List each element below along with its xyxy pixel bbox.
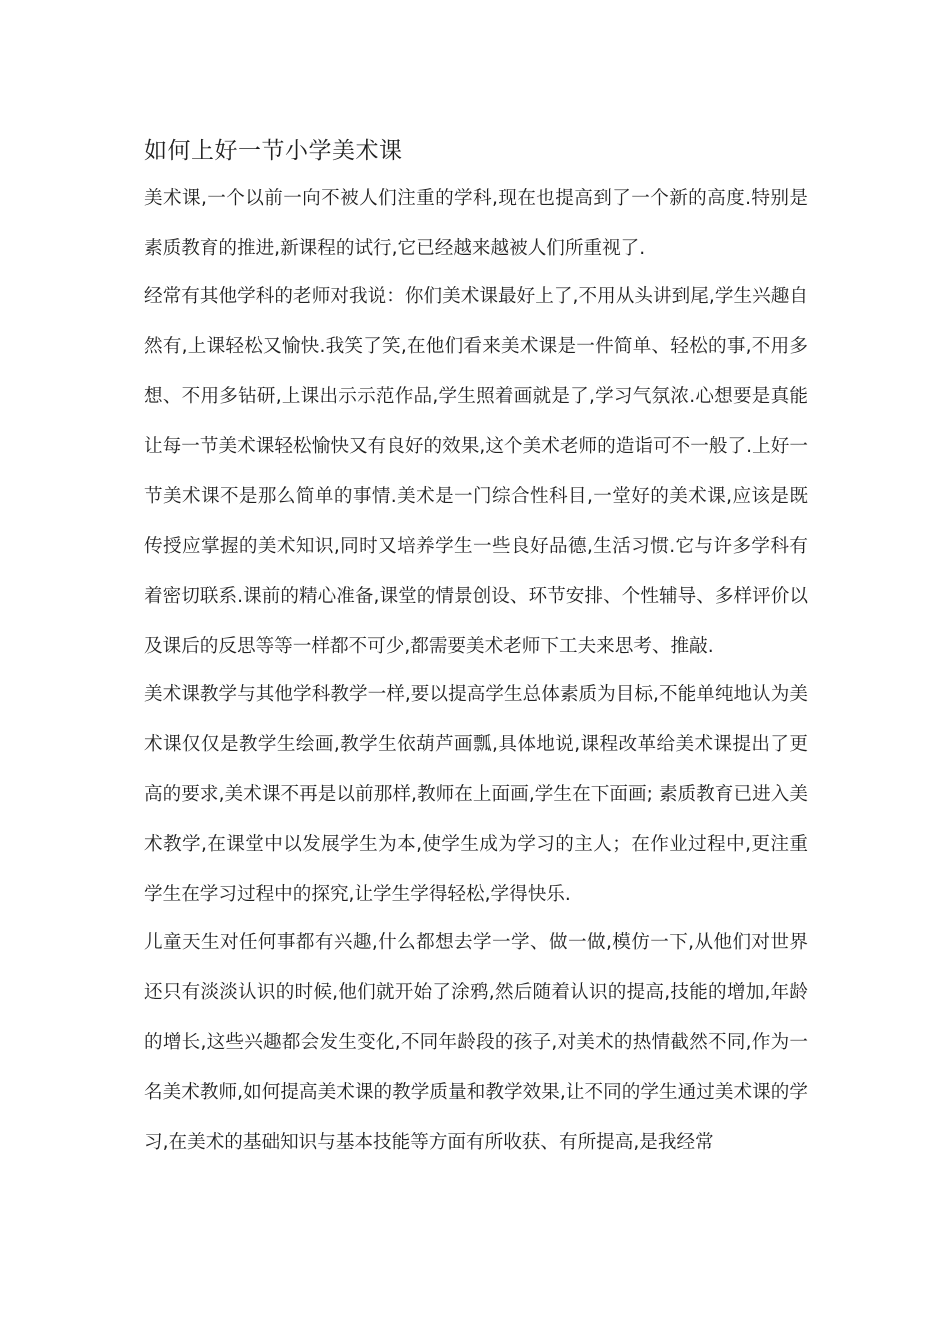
document-body — [144, 134, 808, 1168]
paragraph-3: 美术课教学与其他学科教学一样,要以提高学生总体素质为目标,不能单纯地认为美术课仅仅是教学生绘画,教学生依葫芦画瓢,具体地说,课程改革给美术课提出了更高的要求,美术课不再是以前那样,教师在上面画,学生在下面画; 素质教育已进入美术教学,在课堂中以发展学生为本,使学生成为学习的主人；在作业过程中,更注重学生在学习过程中的探究,让学生学得轻松,学得快乐. — [144, 684, 808, 905]
paragraph-1: 美术课,一个以前一向不被人们注重的学科,现在也提高到了一个新的高度.特别是素质教育的推进,新课程的试行,它已经越来越被人们所重视了. — [144, 188, 808, 259]
paragraph-4: 儿童天生对任何事都有兴趣,什么都想去学一学、做一做,模仿一下,从他们对世界还只有淡淡认识的时候,他们就开始了涂鸦,然后随着认识的提高,技能的增加,年龄的增长,这些兴趣都会发生变化,不同年龄段的孩子,对美术的热情截然不同,作为一名美术教师,如何提高美术课的教学质量和教学效果,让不同的学生通过美术课的学习,在美术的基础知识与基本技能等方面有所收获、有所提高,是我经常 — [144, 932, 808, 1153]
paragraph-2: 经常有其他学科的老师对我说：你们美术课最好上了,不用从头讲到尾,学生兴趣自然有,上课轻松又愉快.我笑了笑,在他们看来美术课是一件简单、轻松的事,不用多想、不用多钻研,上课出示示范作品,学生照着画就是了,学习气氛浓.心想要是真能让每一节美术课轻松愉快又有良好的效果,这个美术老师的造诣可不一般了.上好一节美术课不是那么简单的事情.美术是一门综合性科目,一堂好的美术课,应该是既传授应掌握的美术知识,同时又培养学生一些良好品德,生活习惯.它与许多学科有着密切联系.课前的精心准备,课堂的情景创设、环节安排、个性辅导、多样评价以及课后的反思等等一样都不可少,都需要美术老师下工夫来思考、推敲. — [144, 286, 808, 657]
document-title: 如何上好一节小学美术课 — [144, 138, 403, 164]
